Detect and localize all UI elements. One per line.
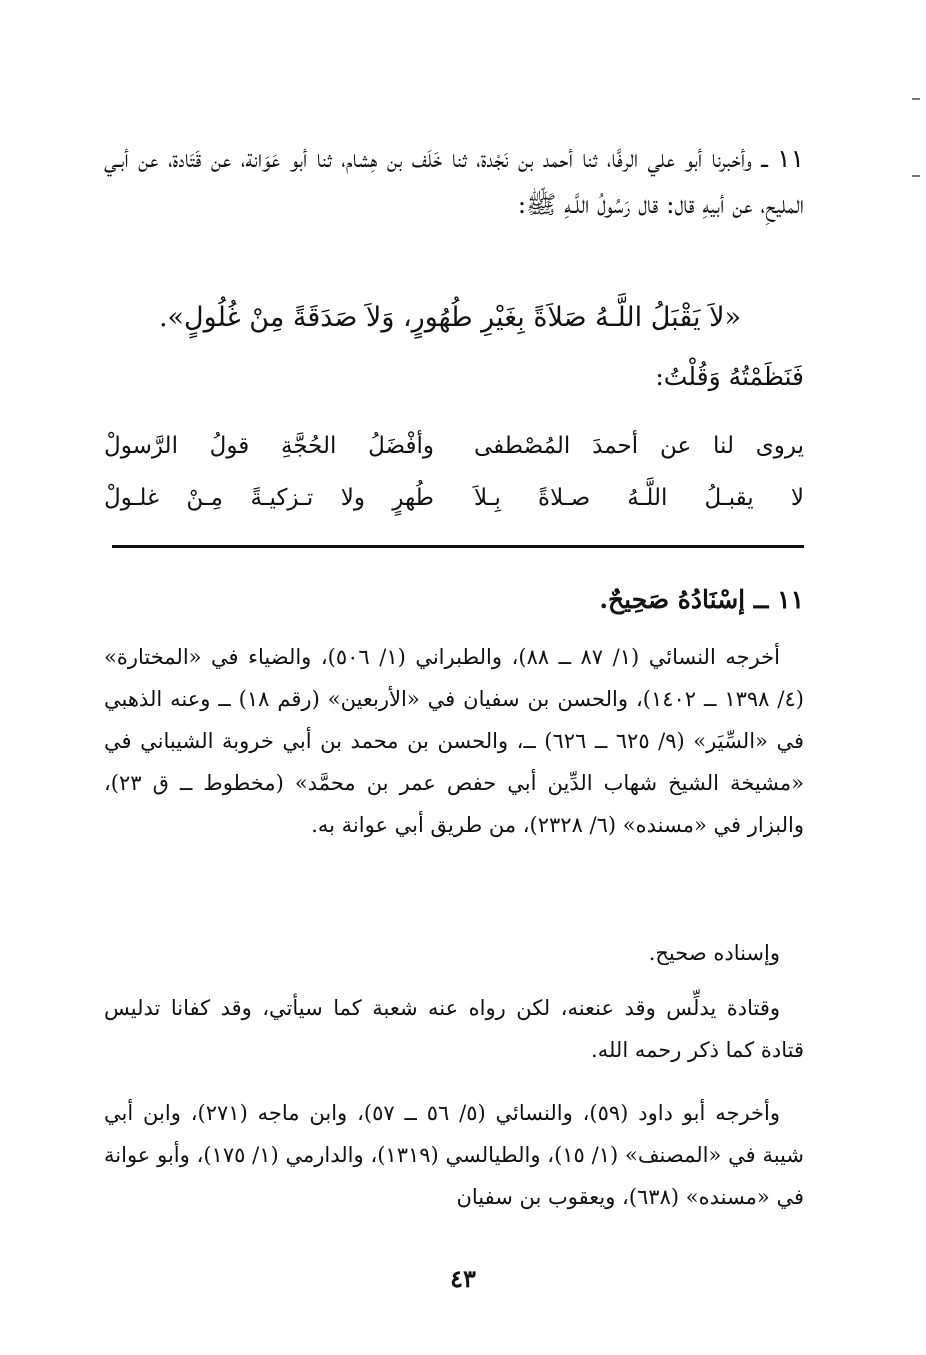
footnote-paragraph: أخرجه النسائي (١/ ٨٧ ــ ٨٨)، والطبراني (١/ ٥٠٦)، والضياء في «المختارة» (٤/ ١٣٩٨ ــ ١٤٠٢)، والحسن بن سفيان في «الأربعين» (رقم ١٨) ــ وعنه الذهبي في «السِّيَر» (٩/ ٦٢٥ ــ ٦٢٦) ــ، والحسن بن محمد بن أبي خروبة الشيباني في «مشيخة الشيخ شهاب الدِّين أبي حفص عمر بن محمَّد» (مخطوط ــ ق ٢٣)، والبزار في «مسنده» (٦/ ٢٣٢٨)، من طريق أبي عوانة به. <box>104 645 804 837</box>
second-hemistich: وأفْضَلُ الحُجَّةِ قولُ الرَّسولْ <box>104 433 434 459</box>
first-hemistich: يروى لنا عن أحمدَ المُصْطفى <box>474 433 804 459</box>
margin-mark <box>912 98 920 100</box>
page-number: ٤٣ <box>450 1264 476 1293</box>
footnote-divider <box>112 545 804 548</box>
verse-line <box>104 472 804 524</box>
margin-mark <box>912 175 920 177</box>
poem-verses <box>104 420 804 524</box>
second-hemistich: طُهرٍ ولا تـزكيـةً مِـنْ غلـولْ <box>104 485 434 511</box>
first-hemistich: لا يقبـلُ اللَّـهُ صـلاةً بِـلاَ <box>474 485 804 511</box>
footnote-heading: ١١ ــ إسْنَادُهُ صَحِيحٌ. <box>599 585 804 614</box>
verse-introduction: فَنَظَمْتُهُ وَقُلْتُ: <box>655 362 804 391</box>
footnote-paragraph: وإسناده صحيح. <box>648 941 780 965</box>
footnote-paragraph: وقتادة يدلِّس وقد عنعنه، لكن رواه عنه شعبة كما سيأتي، وقد كفانا تدليس قتادة كما ذكر رحمه الله. <box>104 996 804 1062</box>
footnote-paragraph: وأخرجه أبو داود (٥٩)، والنسائي (٥/ ٥٦ ــ ٥٧)، وابن ماجه (٢٧١)، وابن أبي شيبة في «المصنف» (١/ ١٥)، والطيالسي (١٣١٩)، والدارمي (١/ ١٧٥)، وأبو عوانة في «مسنده» (٦٣٨)، ويعقوب بن سفيان <box>104 1101 804 1209</box>
hadith-matn: «لاَ يَقْبَلُ اللَّـهُ صَلاَةً بِغَيْرِ طُهُورٍ، وَلاَ صَدَقَةً مِنْ غُلُولٍ». <box>158 302 741 333</box>
verse-line <box>104 420 804 472</box>
hadith-isnad: ١١ ــ وأخبرنا أبو علي الرفَّا، ثنا أحمد بن نَجْدة، ثنا خَلَف بن هِشام، ثنا أبو عَوَانة، عن قَتَادة، عن أبـي المليحِ، عن أبيهِ قال: قال رَسُولُ اللَّـهِ ﷺ: <box>104 144 804 219</box>
